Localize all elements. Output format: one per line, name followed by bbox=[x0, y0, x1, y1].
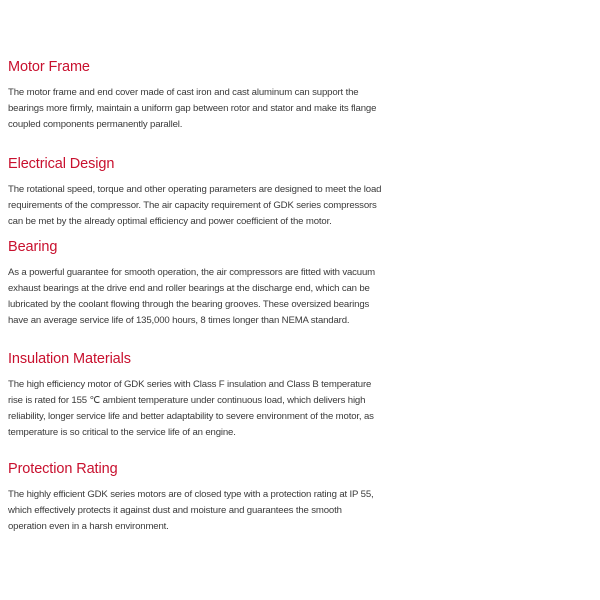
body-line: rise is rated for 155 ℃ ambient temperature under continuous load, which delivers high bbox=[8, 395, 366, 406]
section-electrical-design bbox=[8, 155, 418, 230]
body-line: lubricated by the coolant flowing through the bearing grooves. These oversized bearings bbox=[8, 299, 370, 310]
section-body bbox=[8, 377, 418, 441]
section-body bbox=[8, 85, 418, 133]
section-heading: Bearing bbox=[8, 239, 58, 255]
body-line: temperature is so critical to the service life of an engine. bbox=[8, 427, 236, 438]
body-line: can be met by the already optimal efficiency and power coefficient of the motor. bbox=[8, 216, 332, 227]
section-protection-rating bbox=[8, 460, 418, 535]
body-line: The high efficiency motor of GDK series with Class F insulation and Class B temperature bbox=[8, 379, 372, 390]
section-heading: Protection Rating bbox=[8, 461, 118, 477]
body-line: exhaust bearings at the drive end and roller bearings at the discharge end, which can be bbox=[8, 283, 370, 294]
body-line: operation even in a harsh environment. bbox=[8, 521, 169, 532]
section-heading: Motor Frame bbox=[8, 59, 90, 75]
body-line: which effectively protects it against dust and moisture and guarantees the smooth bbox=[8, 505, 342, 516]
body-line: coupled components permanently parallel. bbox=[8, 119, 183, 130]
body-line: The motor frame and end cover made of cast iron and cast aluminum can support the bbox=[8, 87, 359, 98]
body-line: requirements of the compressor. The air capacity requirement of GDK series compressors bbox=[8, 200, 377, 211]
section-heading: Electrical Design bbox=[8, 156, 115, 172]
section-insulation-materials bbox=[8, 350, 418, 441]
body-line: have an average service life of 135,000 hours, 8 times longer than NEMA standard. bbox=[8, 315, 350, 326]
section-bearing bbox=[8, 238, 418, 329]
body-line: reliability, longer service life and better adaptability to severe environment of the motor, as bbox=[8, 411, 374, 422]
section-motor-frame bbox=[8, 58, 418, 133]
section-body bbox=[8, 182, 418, 230]
body-line: As a powerful guarantee for smooth operation, the air compressors are fitted with vacuum bbox=[8, 267, 376, 278]
body-line: The rotational speed, torque and other operating parameters are designed to meet the load bbox=[8, 184, 382, 195]
section-heading: Insulation Materials bbox=[8, 351, 131, 367]
section-body bbox=[8, 265, 418, 329]
section-body bbox=[8, 487, 418, 535]
body-line: The highly efficient GDK series motors are of closed type with a protection rating at IP 55, bbox=[8, 489, 374, 500]
body-line: bearings more firmly, maintain a uniform gap between rotor and stator and make its flange bbox=[8, 103, 377, 114]
